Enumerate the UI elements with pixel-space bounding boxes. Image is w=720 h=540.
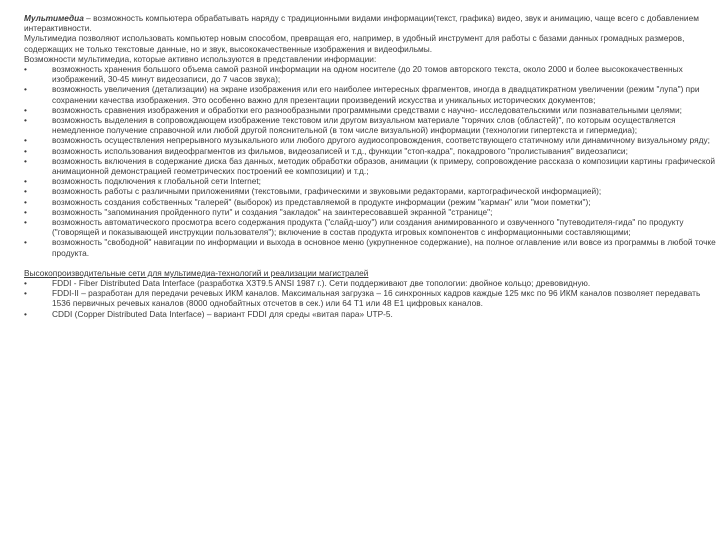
capability-item-text: возможность "запоминания пройденного пути" и создания "закладок" на заинтересовавшей экранной "странице"; bbox=[52, 206, 493, 217]
intro-definition bbox=[24, 13, 716, 33]
intro-paragraph-3: Возможности мультимедиа, которые активно используются в представлении информации: bbox=[24, 53, 377, 64]
capability-item-text: возможность осуществления непрерывного музыкального или любого другого аудиосопровождения, соответствующего статичному или динамичному визуальному ряду; bbox=[52, 135, 710, 146]
capability-item-text: возможность выделения в сопровождающем изображение текстовом или другом визуальном материале "горячих слов (областей)", по которым осуществляется немедленное получение справочной или любой другой пояснительной (в том числе визуальной) информации (технологии гипертекста и гипермедиа); bbox=[52, 115, 676, 136]
capability-item bbox=[24, 64, 716, 84]
capability-item-text: возможность включения в содержание диска баз данных, методик обработки образов, анимации (к примеру, сопровождение рассказа о композиции картины графической анимационной демонстрацией геометрических построений ее композиции) и т.д.; bbox=[52, 155, 715, 177]
bullet-mark: • bbox=[24, 135, 27, 146]
bullet-mark: • bbox=[24, 196, 27, 207]
network-item bbox=[24, 288, 716, 308]
capability-item bbox=[24, 135, 716, 145]
network-item-text: FDDI-II – разработан для передачи речевых ИКМ каналов. Максимальная загрузка – 16 синхронных кадров каждые 125 мкс по 96 ИКМ каналов позволяет передавать 1536 первичных речевых каналов (8000 однобайтных отсчетов в сек.) или 64 T1 или 48 E1 цифровых каналов. bbox=[52, 288, 701, 309]
bullet-mark: • bbox=[24, 186, 27, 197]
capability-item-text: возможность создания собственных "галерей" (выборок) из представляемой в продукте информации (режим "карман" или "мои пометки"); bbox=[52, 196, 591, 207]
network-item bbox=[24, 278, 716, 288]
bullet-mark: • bbox=[24, 145, 27, 156]
capability-item-text: возможность автоматического просмотра всего содержания продукта ("слайд-шоу") или создания анимированного и озвученного "путеводителя-гида" по продукту ("говорящей и показывающей инструкции пользователя"); включение в состав продукта игровых компонентов с информационными составляющими; bbox=[52, 217, 684, 238]
bullet-mark: • bbox=[24, 237, 27, 248]
bullet-mark: • bbox=[24, 176, 27, 187]
capability-item bbox=[24, 176, 716, 186]
capability-item-text: возможность использования видеофрагментов из фильмов, видеозаписей и т.д., функции "стоп-кадра", покадрового "пролистывания" видеозаписи; bbox=[52, 145, 628, 156]
capability-item-text: возможность "свободной" навигации по информации и выхода в основное меню (укрупненное содержание), на полное оглавление или вовсе из программы в любой точке продукта. bbox=[52, 237, 716, 258]
capability-item bbox=[24, 237, 716, 257]
capability-item bbox=[24, 105, 716, 115]
network-item bbox=[24, 309, 716, 319]
bullet-mark: • bbox=[24, 64, 27, 75]
network-item-text: FDDI - Fiber Distributed Data Interface (разработка X3T9.5 ANSI 1987 г.). Сети поддерживают две топологии: двойное кольцо; древовидную. bbox=[52, 278, 591, 289]
bullet-mark: • bbox=[24, 115, 27, 126]
section-gap bbox=[24, 258, 716, 268]
networks-list bbox=[24, 278, 716, 319]
bullet-mark: • bbox=[24, 155, 27, 166]
capabilities-list bbox=[24, 64, 716, 258]
capability-item bbox=[24, 207, 716, 217]
capability-item-text: возможность увеличения (детализации) на экране изображения или его наиболее интересных фрагментов, иногда в двадцатикратном увеличении (режим "лупа") при сохранении качества изображения. Это особенно важно для презентации произведений искусства и уникальных исторических документов; bbox=[52, 84, 700, 105]
bullet-mark: • bbox=[24, 308, 27, 319]
bullet-mark: • bbox=[24, 84, 27, 95]
capability-item bbox=[24, 84, 716, 104]
bullet-mark: • bbox=[24, 278, 27, 289]
bullet-mark: • bbox=[24, 217, 27, 228]
bullet-mark: • bbox=[24, 104, 27, 115]
capability-item bbox=[24, 186, 716, 196]
network-item-text: CDDI (Copper Distributed Data Interface) – вариант FDDI для среды «витая пара» UTP-5. bbox=[52, 308, 393, 319]
capability-item-text: возможность работы с различными приложениями (текстовыми, графическими и звуковыми редакторами, картографической информацией); bbox=[52, 186, 602, 197]
bullet-mark: • bbox=[24, 206, 27, 217]
capability-item-text: возможность подключения к глобальной сети Internet; bbox=[52, 176, 262, 187]
term-multimedia: Мультимедиа bbox=[24, 13, 84, 23]
definition-text: – возможность компьютера обрабатывать наряду с традиционными видами информации(текст, графика) видео, звук и анимацию, чаще всего с добавлением интерактивности. bbox=[24, 13, 699, 34]
capability-item bbox=[24, 197, 716, 207]
intro-paragraph-2: Мультимедиа позволяют использовать компьютер новым способом, превращая его, например, в удобный инструмент для работы с базами данных громадных размеров, содержащих не только текстовые данные, но и звук, высококачественные изображения и видеофильмы. bbox=[24, 33, 685, 54]
networks-heading: Высокопроизводительные сети для мультимедиа-технологий и реализации магистралей bbox=[24, 267, 369, 278]
bullet-mark: • bbox=[24, 288, 27, 299]
capability-item bbox=[24, 146, 716, 156]
capability-item-text: возможность сравнения изображения и обработки его разнообразными программными средствами с научно- исследовательскими или познавательными целями; bbox=[52, 104, 682, 115]
capability-item bbox=[24, 217, 716, 237]
capability-item-text: возможность хранения большого объема самой разной информации на одном носителе (до 20 томов авторского текста, около 2000 и более высококачественных изображений, 30-45 минут видеозаписи, до 7 часов звука); bbox=[52, 64, 683, 85]
capability-item bbox=[24, 156, 716, 176]
capability-item bbox=[24, 115, 716, 135]
